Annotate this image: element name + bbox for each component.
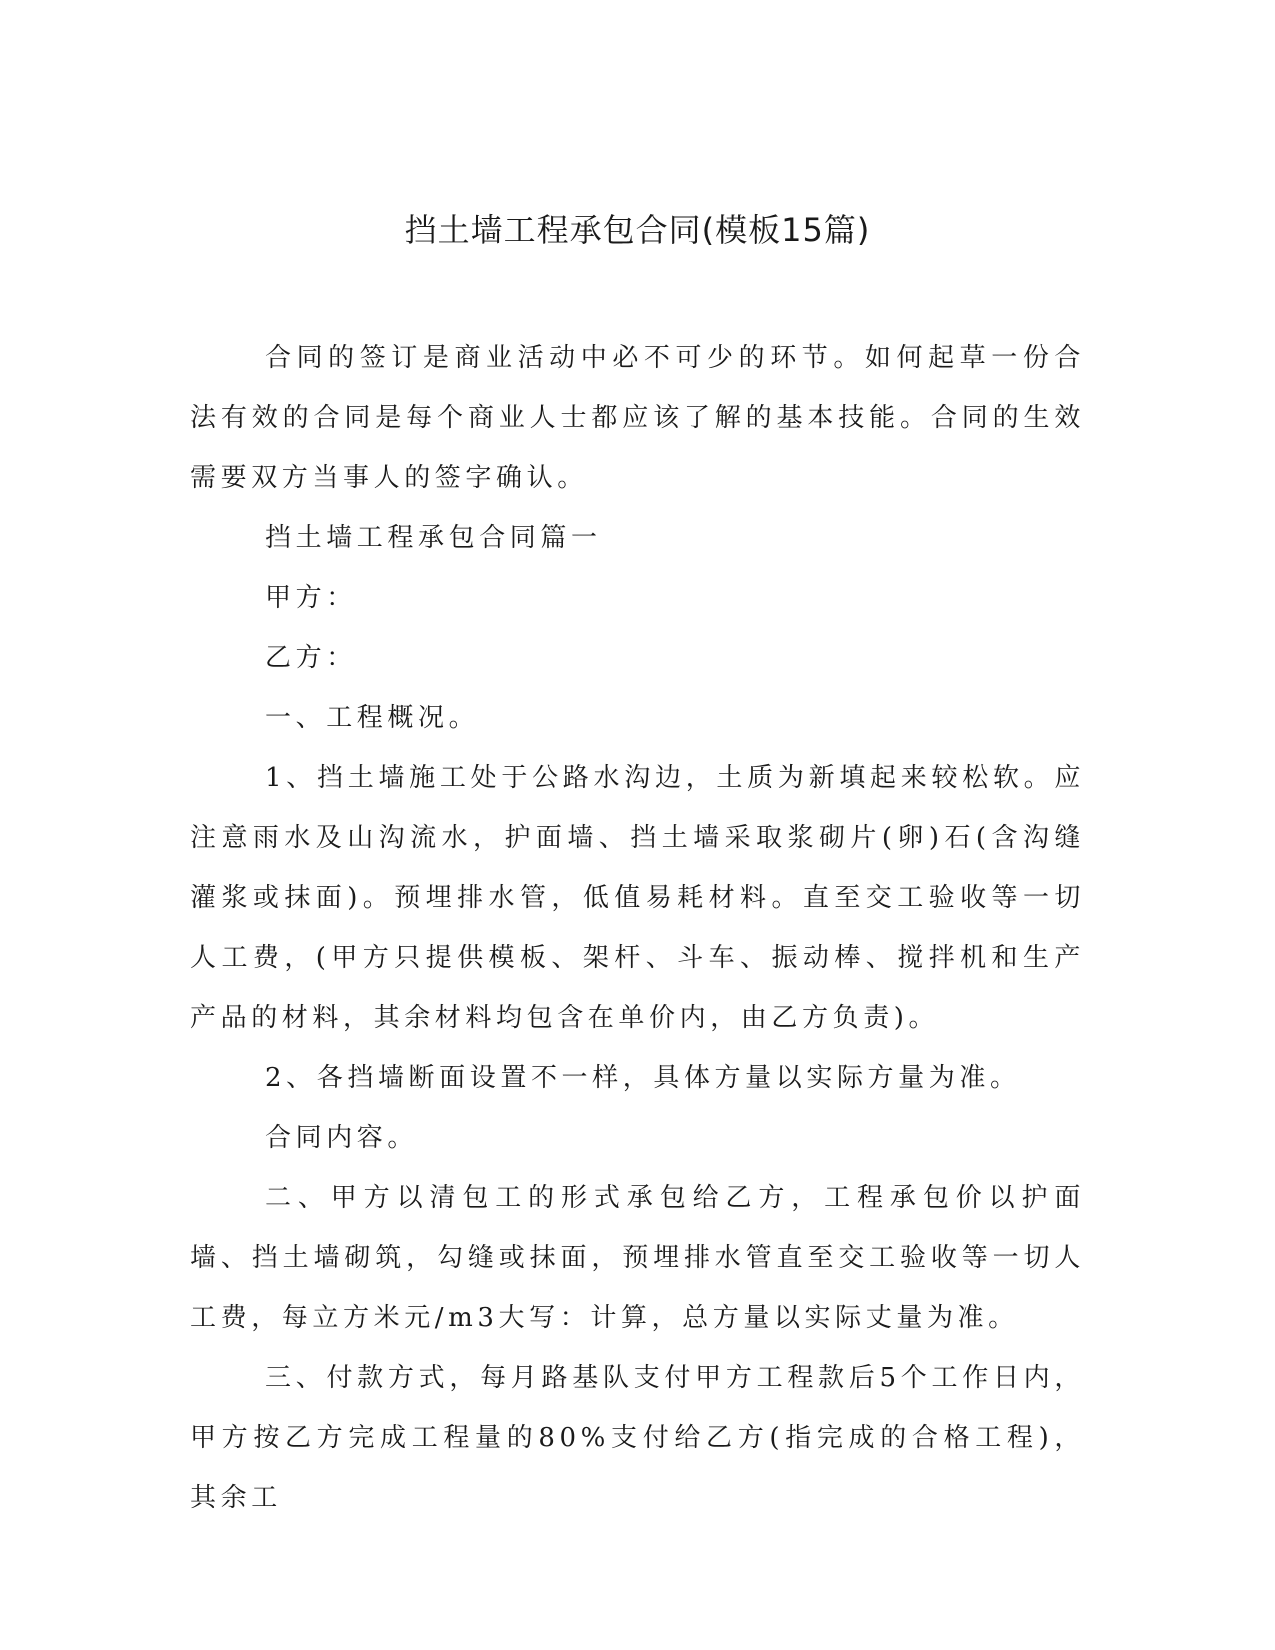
contract-content-heading: 合同内容。 <box>265 1123 419 1153</box>
party-a-line: 甲方： <box>265 583 357 613</box>
clause-two: 二、甲方以清包工的形式承包给乙方，工程承包价以护面墙、挡土墙砌筑，勾缝或抹面，预埋排水管直至交工验收等一切人工费，每立方米元/m3大写：计算，总方量以实际丈量为准。 <box>190 1183 1085 1333</box>
party-b-line: 乙方： <box>265 643 357 673</box>
section-heading-part-one: 挡土墙工程承包合同篇一 <box>265 523 602 553</box>
document-body <box>190 328 1085 1528</box>
document-title: 挡土墙工程承包合同(模板15篇) <box>404 211 871 249</box>
intro-paragraph: 合同的签订是商业活动中必不可少的环节。如何起草一份合法有效的合同是每个商业人士都应该了解的基本技能。合同的生效需要双方当事人的签字确认。 <box>190 343 1085 493</box>
clause-three: 三、付款方式，每月路基队支付甲方工程款后5个工作日内，甲方按乙方完成工程量的80%支付给乙方(指完成的合格工程)，其余工 <box>190 1363 1085 1513</box>
clause-overview-item-2: 2、各挡墙断面设置不一样，具体方量以实际方量为准。 <box>265 1063 1021 1093</box>
clause-overview-item-1: 1、挡土墙施工处于公路水沟边，土质为新填起来较松软。应注意雨水及山沟流水，护面墙、挡土墙采取浆砌片(卵)石(含沟缝灌浆或抹面)。预埋排水管，低值易耗材料。直至交工验收等一切人工费，(甲方只提供模板、架杆、斗车、振动棒、搅拌机和生产产品的材料，其余材料均包含在单价内，由乙方负责)。 <box>190 763 1085 1033</box>
clause-heading-overview: 一、工程概况。 <box>265 703 480 733</box>
